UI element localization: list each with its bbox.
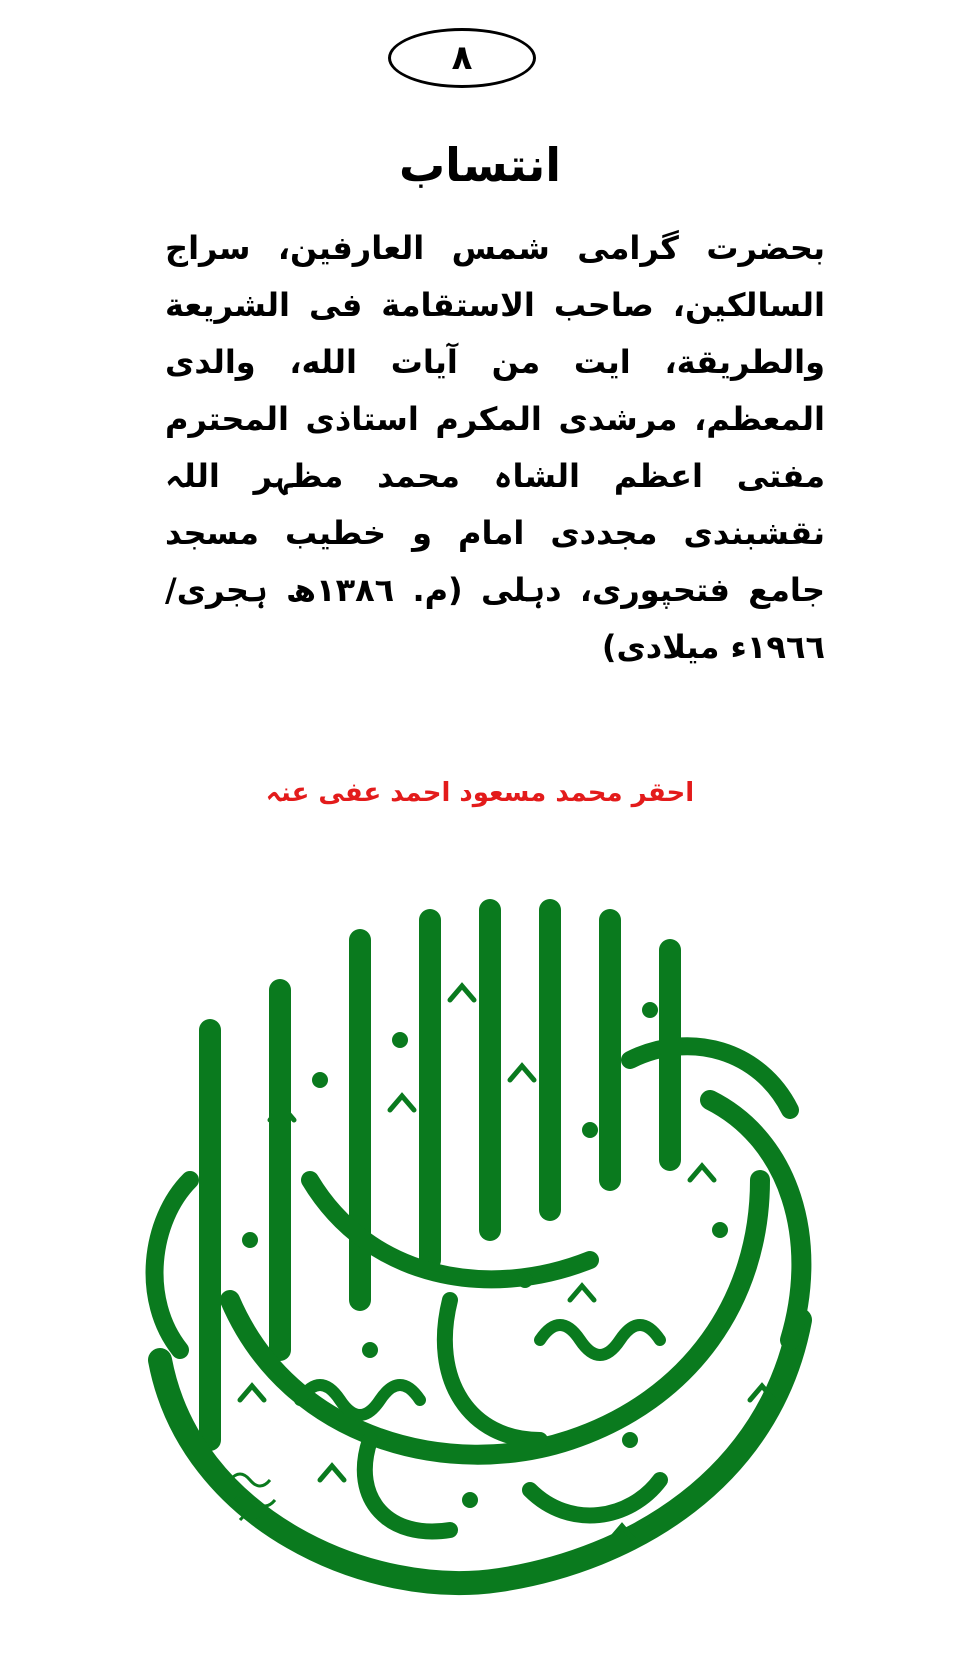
dedication-line: بحضرت گرامی شمس العارفین، سراج xyxy=(165,229,825,267)
dedication-line: السالکین، صاحب الاستقامة فی الشریعة xyxy=(165,286,825,324)
page-number xyxy=(388,28,536,88)
author-signature: احقر محمد مسعود احمد عفی عنہ xyxy=(265,778,695,808)
dedication-text xyxy=(165,220,825,676)
calligraphy-image xyxy=(70,880,870,1640)
dedication-line: والطریقة، ایت من آیات الله، والدی xyxy=(165,343,825,381)
calligraphy-medallion xyxy=(70,880,870,1640)
dedication-line: مفتی اعظم الشاہ محمد مظہر اللہ xyxy=(165,457,825,495)
dedication-line: ١٩٦٦ء میلادی) xyxy=(601,628,825,666)
dedication-line: جامع فتحپوری، دہلی (م. ١٣٨٦ھ ہجری/ xyxy=(165,571,826,609)
dedication-line: نقشبندی مجددی امام و خطیب مسجد xyxy=(165,514,825,552)
dedication-line: المعظم، مرشدی المکرم استاذی المحترم xyxy=(165,400,825,438)
page-number-text: ٨ xyxy=(451,38,473,78)
dedication-heading: انتساب xyxy=(398,138,562,192)
